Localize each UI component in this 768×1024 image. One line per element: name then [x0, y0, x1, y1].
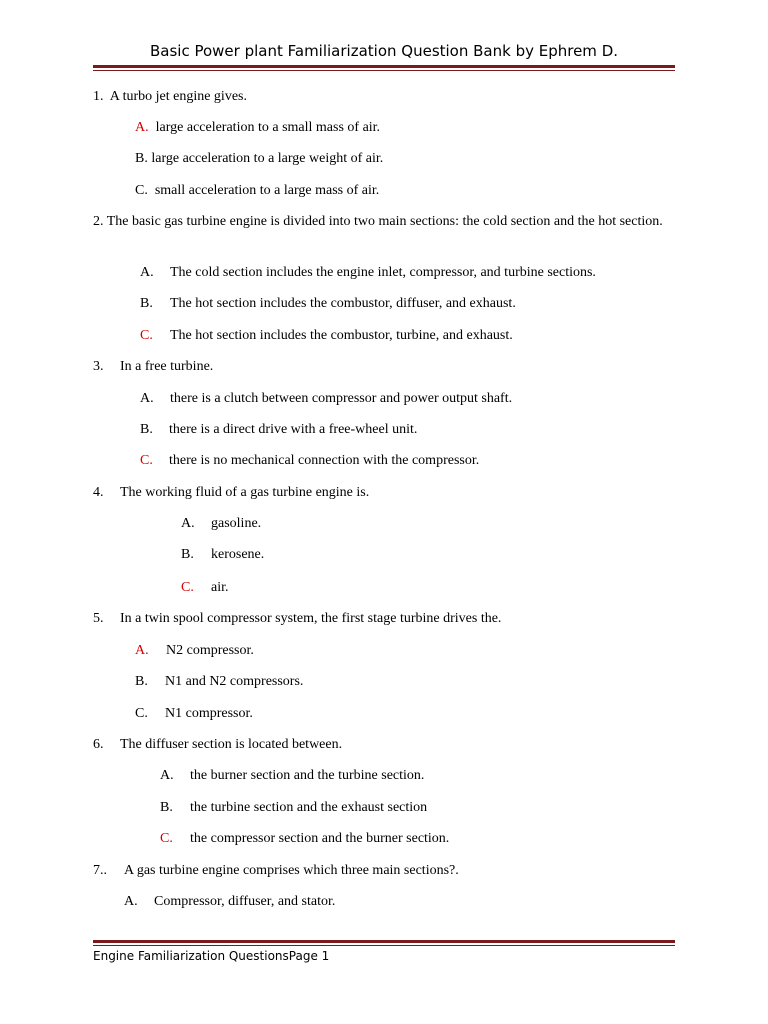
question-6 [93, 736, 342, 754]
question-4 [93, 484, 369, 502]
question-text: A turbo jet engine gives. [109, 89, 247, 104]
question-5 [93, 610, 501, 628]
option-text: kerosene. [211, 547, 265, 562]
option-3-c [140, 452, 479, 470]
footer-rule [93, 940, 675, 946]
question-3 [93, 358, 213, 376]
option-2-c [140, 327, 513, 345]
option-letter: B. [135, 674, 148, 689]
option-text: The hot section includes the combustor, diffuser, and exhaust. [170, 296, 516, 311]
question-number: 4. [93, 485, 104, 500]
option-1-c [135, 182, 379, 200]
option-letter: B. [160, 800, 173, 815]
option-5-a [135, 642, 254, 660]
option-letter: C. [160, 831, 173, 846]
option-text: large acceleration to a small mass of air. [155, 120, 381, 135]
option-text: there is a direct drive with a free-wheel unit. [169, 422, 418, 437]
option-letter: C. [140, 453, 153, 468]
option-3-b [140, 421, 417, 439]
question-text: In a free turbine. [120, 359, 214, 374]
question-2 [93, 213, 675, 231]
question-1 [93, 88, 247, 106]
option-text: the turbine section and the exhaust section [190, 800, 428, 815]
question-text: The basic gas turbine engine is divided into two main sections: the cold section and the hot section. [106, 214, 663, 229]
question-text: In a twin spool compressor system, the first stage turbine drives the. [120, 611, 502, 626]
question-7 [93, 862, 459, 880]
option-letter: A. [140, 265, 154, 280]
question-number: 2. [93, 214, 104, 229]
footer-text: Engine Familiarization QuestionsPage 1 [93, 949, 330, 963]
option-2-b [140, 295, 516, 313]
option-letter: C. [135, 183, 148, 198]
header-title: Basic Power plant Familiarization Question Bank by Ephrem D. [149, 42, 619, 60]
option-letter: A. [160, 768, 174, 783]
option-letter: B. [135, 151, 148, 166]
option-letter: B. [140, 296, 153, 311]
option-6-a [160, 767, 424, 785]
option-letter: A. [140, 391, 154, 406]
option-letter: A. [124, 894, 138, 909]
question-text: A gas turbine engine comprises which three main sections?. [124, 863, 459, 878]
option-text: N2 compressor. [166, 643, 254, 658]
option-letter: C. [181, 580, 194, 595]
option-text: gasoline. [211, 516, 262, 531]
option-text: large acceleration to a large weight of air. [151, 151, 384, 166]
header-rule [93, 65, 675, 71]
option-4-a [181, 515, 261, 533]
option-text: there is a clutch between compressor and power output shaft. [170, 391, 513, 406]
question-number: 5. [93, 611, 104, 626]
option-text: the compressor section and the burner section. [190, 831, 450, 846]
option-letter: C. [140, 328, 153, 343]
option-letter: B. [181, 547, 194, 562]
option-5-c [135, 705, 253, 723]
option-1-a [135, 119, 380, 137]
option-6-c [160, 830, 449, 848]
option-text: air. [211, 580, 229, 595]
question-number: 7.. [93, 863, 107, 878]
option-4-b [181, 546, 264, 564]
question-text: The diffuser section is located between. [120, 737, 343, 752]
option-1-b [135, 150, 383, 168]
option-letter: C. [135, 706, 148, 721]
option-text: N1 and N2 compressors. [165, 674, 304, 689]
option-text: The cold section includes the engine inlet, compressor, and turbine sections. [170, 265, 596, 280]
question-text: The working fluid of a gas turbine engine is. [120, 485, 370, 500]
option-text: small acceleration to a large mass of air. [154, 183, 380, 198]
question-number: 6. [93, 737, 104, 752]
option-7-a [124, 893, 335, 911]
option-letter: A. [181, 516, 195, 531]
option-text: Compressor, diffuser, and stator. [154, 894, 336, 909]
question-number: 3. [93, 359, 104, 374]
option-3-a [140, 390, 512, 408]
option-4-c [181, 579, 229, 597]
option-5-b [135, 673, 303, 691]
question-number: 1. [93, 89, 104, 104]
option-2-a [140, 264, 596, 282]
option-text: the burner section and the turbine section. [190, 768, 425, 783]
option-letter: B. [140, 422, 153, 437]
option-letter: A. [135, 643, 149, 658]
option-letter: A. [135, 120, 149, 135]
option-text: there is no mechanical connection with the compressor. [169, 453, 480, 468]
option-text: The hot section includes the combustor, turbine, and exhaust. [170, 328, 513, 343]
option-text: N1 compressor. [165, 706, 253, 721]
option-6-b [160, 799, 427, 817]
